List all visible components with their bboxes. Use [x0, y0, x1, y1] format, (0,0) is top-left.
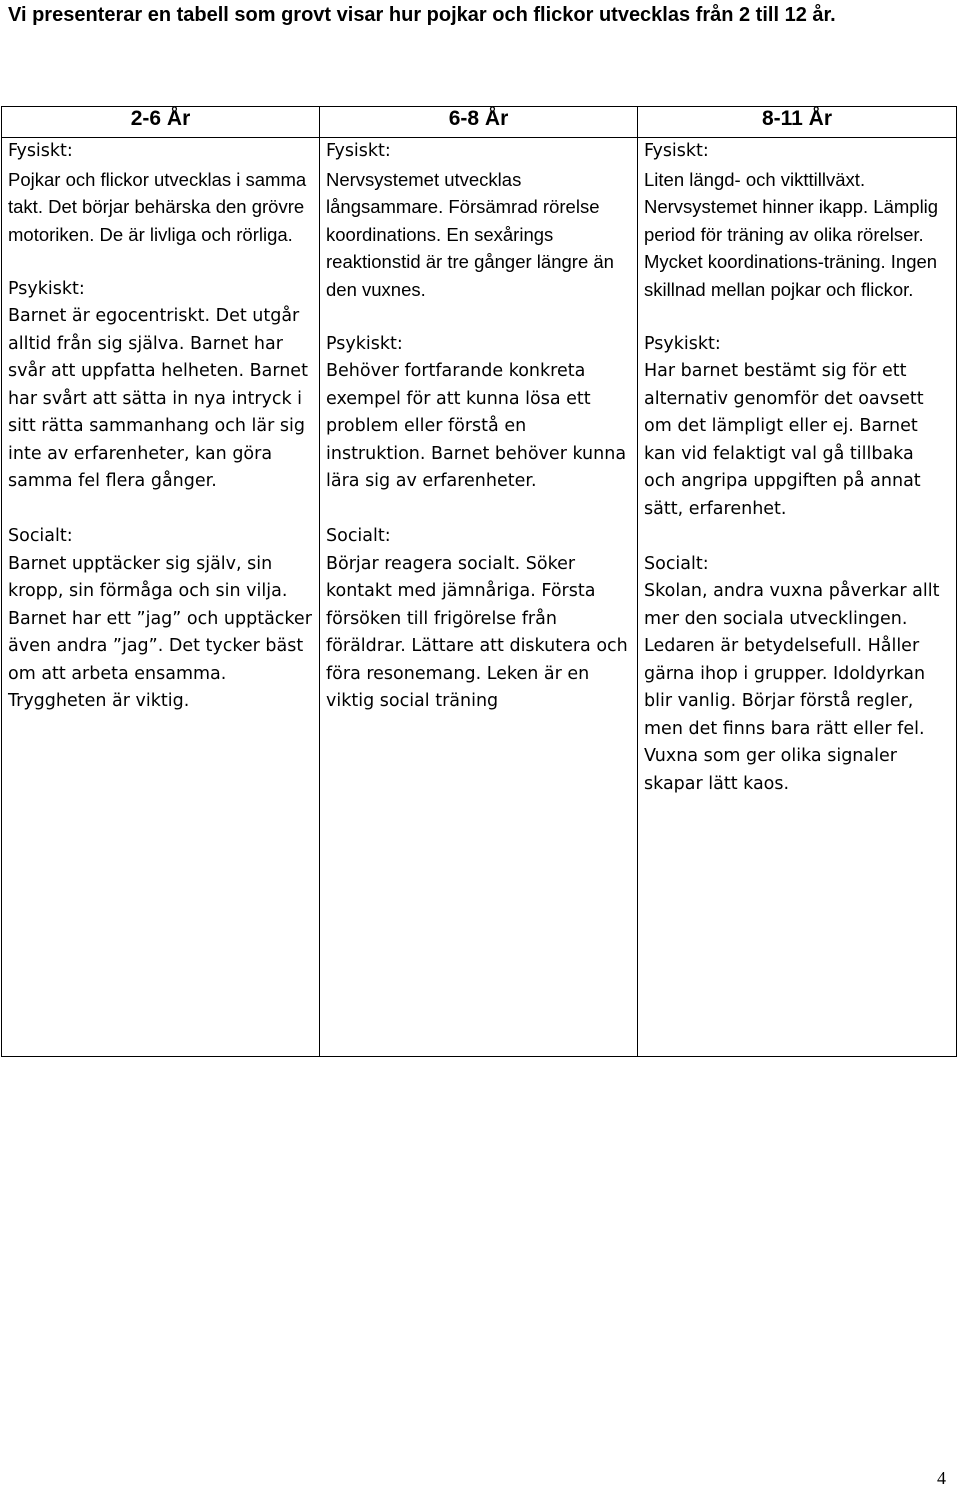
fysiskt-label: Fysiskt:: [326, 141, 391, 161]
column-header-8-11: 8-11 År: [638, 107, 957, 138]
column-header-6-8: 6-8 År: [320, 107, 638, 138]
page-number: 4: [937, 1468, 946, 1488]
column-header-2-6: 2-6 År: [2, 107, 320, 138]
psykiskt-text: Har barnet bestämt sig för ett alternativ genomför det oavsett om det lämpligt eller ej. Barnet kan vid felaktigt val gå tillbaka och angripa uppgiften på annat sätt, erfarenhet.: [644, 361, 924, 519]
cell-8-11: [638, 138, 957, 1057]
development-table: [1, 106, 957, 1057]
cell-2-6: [2, 138, 320, 1057]
fysiskt-text: Pojkar och flickor utvecklas i samma takt. Det börjar behärska den grövre motoriken. De är livliga och rörliga.: [8, 168, 307, 245]
socialt-text: Skolan, andra vuxna påverkar allt mer den sociala utvecklingen. Ledaren är betydelsefull. Håller gärna ihop i grupper. Idoldyrkan blir vanlig. Börjar förstå regler, men det finns bara rätt eller fel. Vuxna som ger olika signaler skapar lätt kaos.: [644, 581, 940, 794]
psykiskt-label: Psykiskt:: [8, 278, 85, 299]
header-row: [2, 107, 957, 138]
socialt-text: Börjar reagera socialt. Söker kontakt med jämnåriga. Första försöken till frigörelse från föräldrar. Lättare att diskutera och föra resonemang. Leken är en viktig social träning: [326, 553, 628, 711]
psykiskt-text: Barnet är egocentriskt. Det utgår alltid från sig själva. Barnet har svår att uppfatta helheten. Barnet har svårt att sätta in nya intryck i sitt rätta sammanhang och lär sig inte av erfarenheter, kan göra samma fel flera gånger.: [8, 306, 308, 491]
psykiskt-label: Psykiskt:: [326, 333, 403, 354]
cell-6-8: [320, 138, 638, 1057]
psykiskt-text: Behöver fortfarande konkreta exempel för att kunna lösa ett problem eller förstå en instruktion. Barnet behöver kunna lära sig av erfarenheter.: [326, 361, 627, 491]
socialt-text: Barnet upptäcker sig själv, sin kropp, sin förmåga och sin vilja. Barnet har ett ”jag” och upptäcker även andra ”jag”. Det tycker bäst om att arbeta ensamma. Tryggheten är viktig.: [8, 553, 312, 711]
fysiskt-label: Fysiskt:: [8, 141, 73, 161]
content-row: [2, 138, 957, 1057]
socialt-label: Socialt:: [644, 553, 709, 574]
intro-heading: Vi presenterar en tabell som grovt visar hur pojkar och flickor utvecklas från 2 till 12 år.: [8, 4, 836, 26]
fysiskt-label: Fysiskt:: [644, 141, 709, 161]
socialt-label: Socialt:: [326, 526, 391, 546]
fysiskt-text: Liten längd- och vikttillväxt. Nervsystemet hinner ikapp. Lämplig period för träning av olika rörelser. Mycket koordinations-träning. Ingen skillnad mellan pojkar och flickor.: [644, 168, 939, 300]
socialt-label: Socialt:: [8, 526, 73, 546]
psykiskt-label: Psykiskt:: [644, 333, 721, 354]
fysiskt-text: Nervsystemet utvecklas långsammare. Försämrad rörelse koordinations. En sexårings reaktionstid är tre gånger längre än den vuxnes.: [326, 168, 614, 300]
